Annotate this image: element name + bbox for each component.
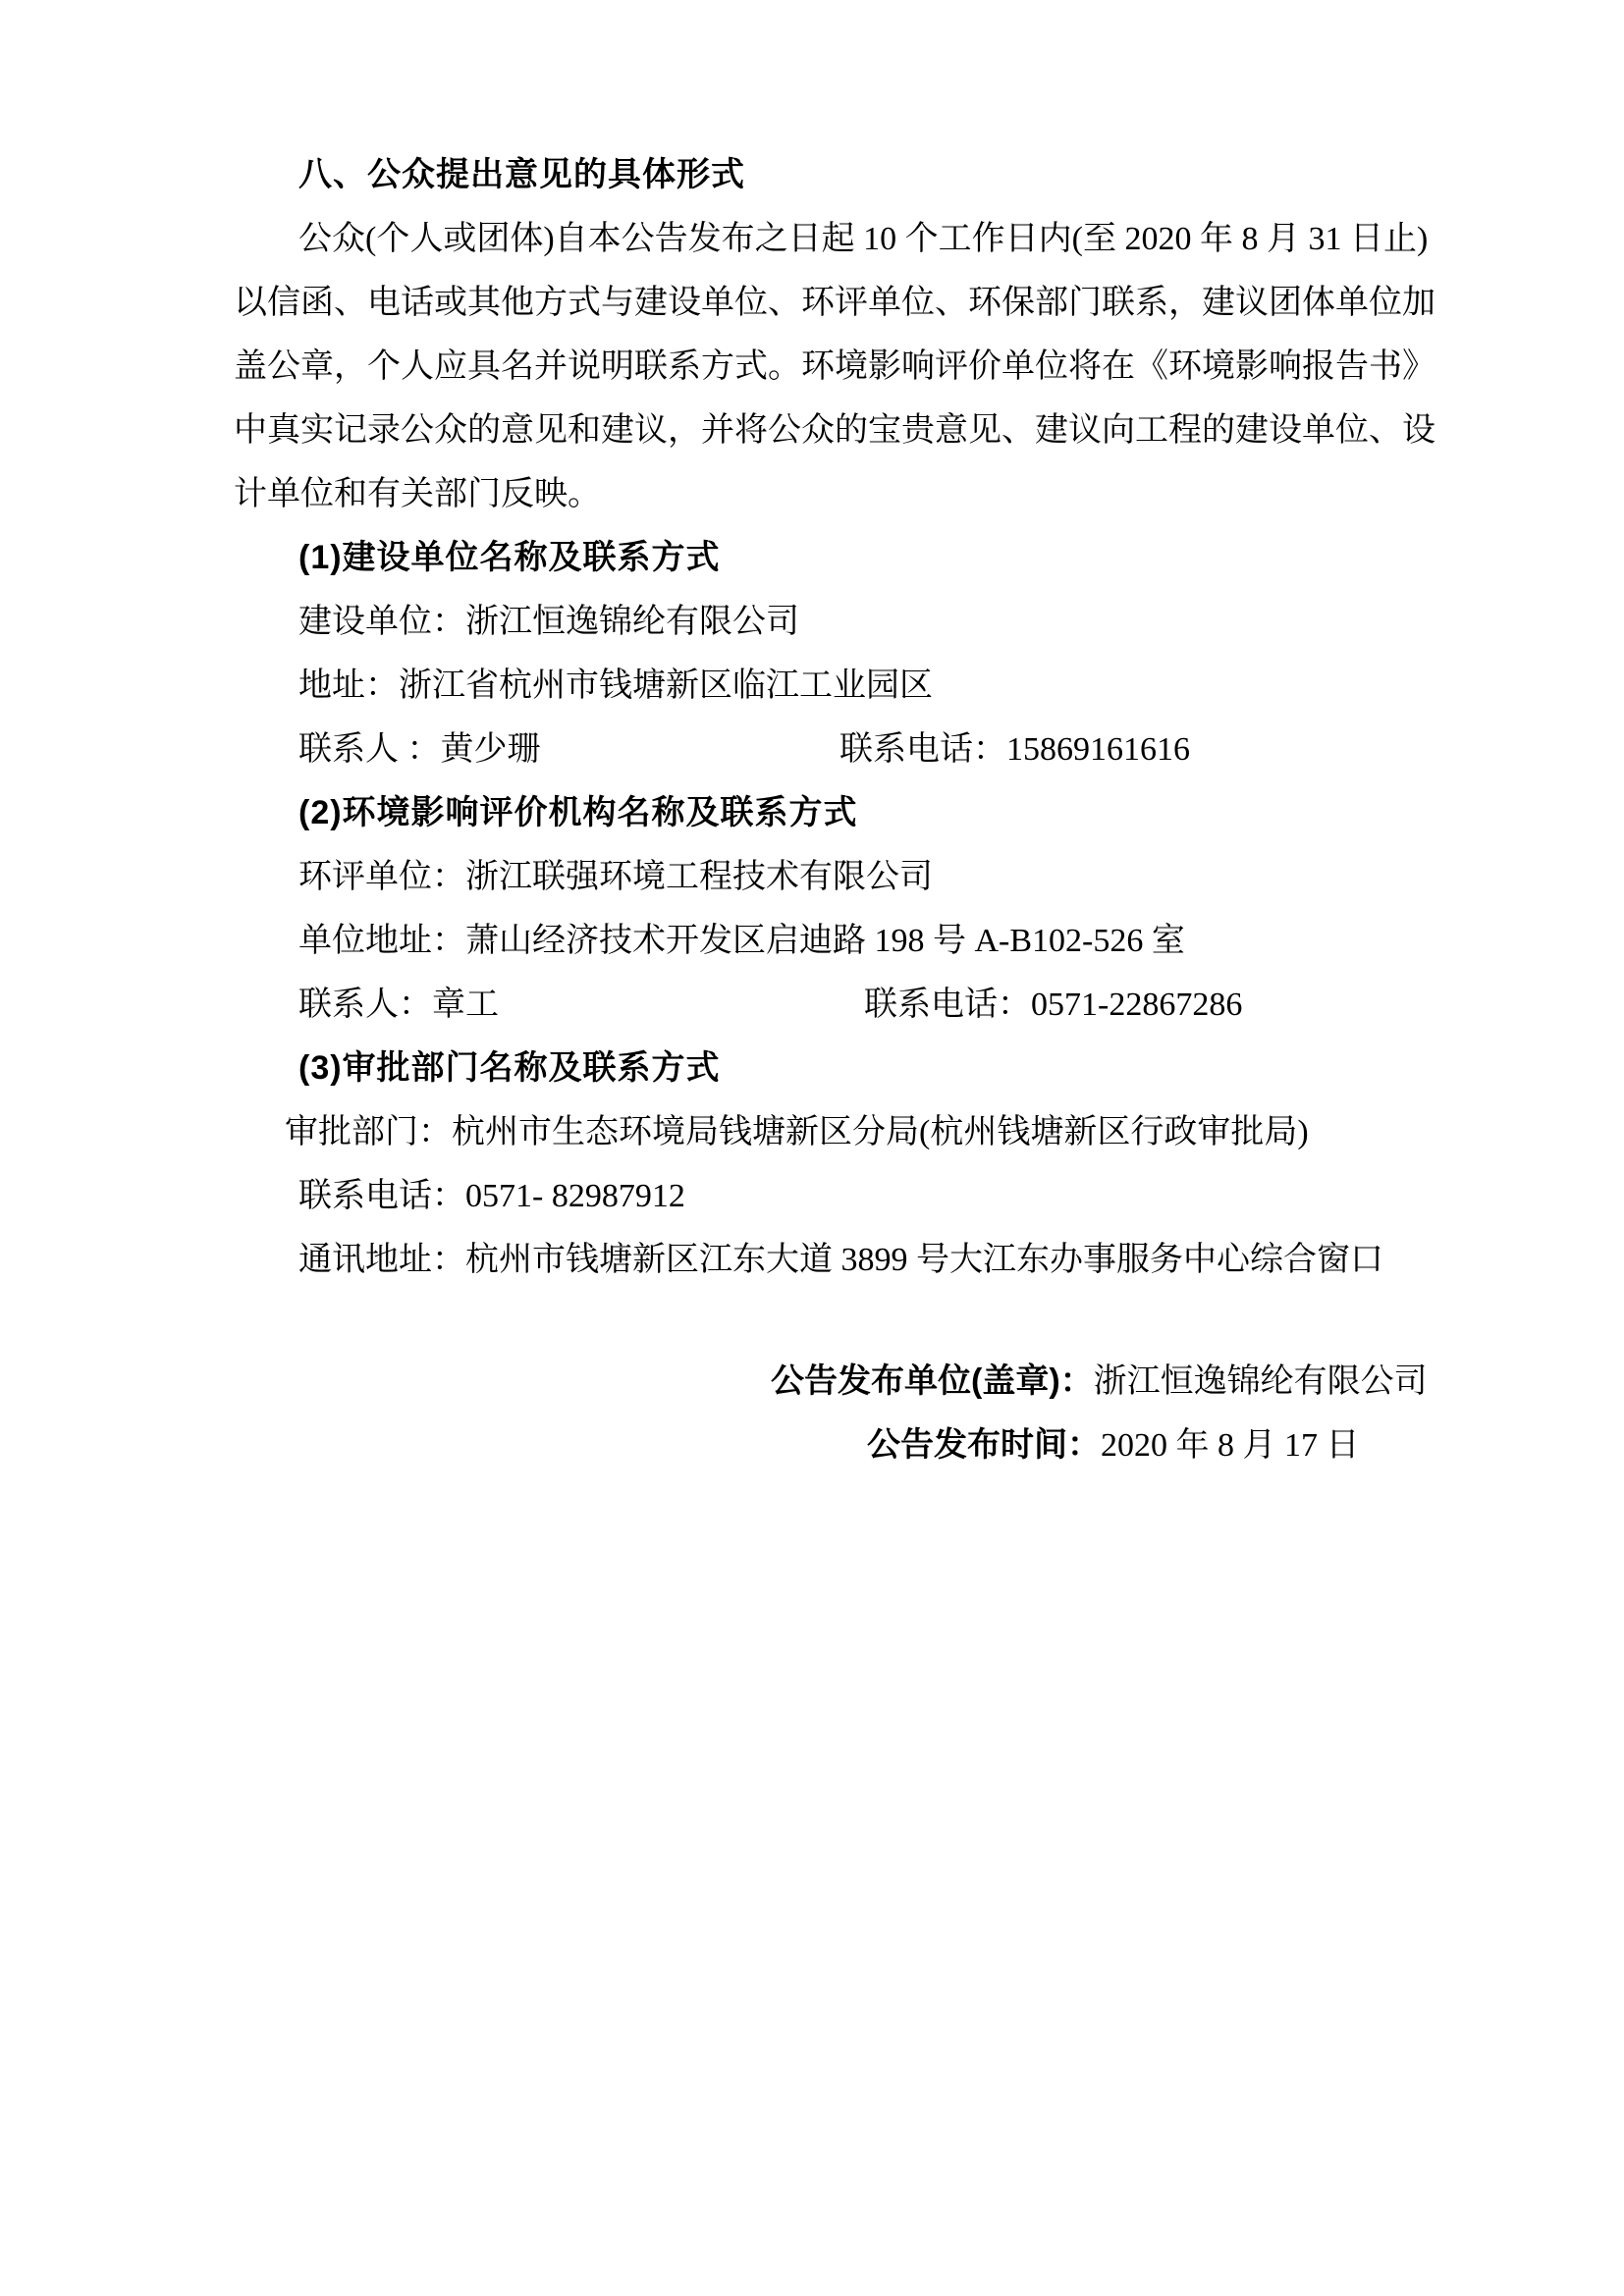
paragraph-line-2: 以信函、电话或其他方式与建设单位、环评单位、环保部门联系，建议团体单位加 [234,285,1435,321]
contact-phone-2: 联系电话：0571-22867286 [864,987,1243,1023]
paragraph-line-3: 盖公章，个人应具名并说明联系方式。环境影响评价单位将在《环境影响报告书》 [234,348,1435,385]
paragraph-line-1: 公众(个人或团体)自本公告发布之日起 10 个工作日内(至 2020 年 8 月 31 日止) [298,221,1429,257]
text-column [234,143,1435,1477]
contact-person-2: 联系人：章工 [298,987,499,1023]
construction-unit-row: 建设单位：浙江恒逸锦纶有限公司 [298,604,799,640]
construction-address-row: 地址：浙江省杭州市钱塘新区临江工业园区 [298,667,933,704]
approval-phone-row: 联系电话：0571- 82987912 [298,1178,685,1214]
publisher-label: 公告发布单位(盖章)： [771,1362,1094,1400]
publish-date-label: 公告发布时间： [867,1426,1101,1464]
eia-unit-row: 环评单位：浙江联强环境工程技术有限公司 [298,859,933,895]
paragraph-line-4: 中真实记录公众的意见和建议，并将公众的宝贵意见、建议向工程的建设单位、设 [234,412,1435,449]
publish-date-value: 2020 年 8 月 17 日 [1101,1427,1360,1464]
subsection-3-heading: (3)审批部门名称及联系方式 [298,1049,721,1087]
subsection-1-heading: (1)建设单位名称及联系方式 [298,539,721,576]
section-title: 八、公众提出意见的具体形式 [298,156,745,193]
publisher-line [234,1350,1428,1414]
approval-department-row: 审批部门：杭州市生态环境局钱塘新区分局(杭州钱塘新区行政审批局) [285,1114,1309,1150]
subsection-2-heading: (2)环境影响评价机构名称及联系方式 [298,794,858,831]
construction-contact-row [234,718,1417,781]
eia-address-row: 单位地址：萧山经济技术开发区启迪路 198 号 A-B102-526 室 [298,923,1185,959]
publish-date-line [234,1414,1417,1477]
approval-address-row: 通讯地址：杭州市钱塘新区江东大道 3899 号大江东办事服务中心综合窗口 [298,1242,1383,1278]
paragraph-line-5: 计单位和有关部门反映。 [234,476,601,512]
eia-contact-row [234,973,1417,1037]
contact-person-1: 联系人 ：黄少珊 [298,731,541,768]
contact-phone-1: 联系电话：15869161616 [839,731,1190,768]
publisher-value: 浙江恒逸锦纶有限公司 [1093,1363,1428,1400]
